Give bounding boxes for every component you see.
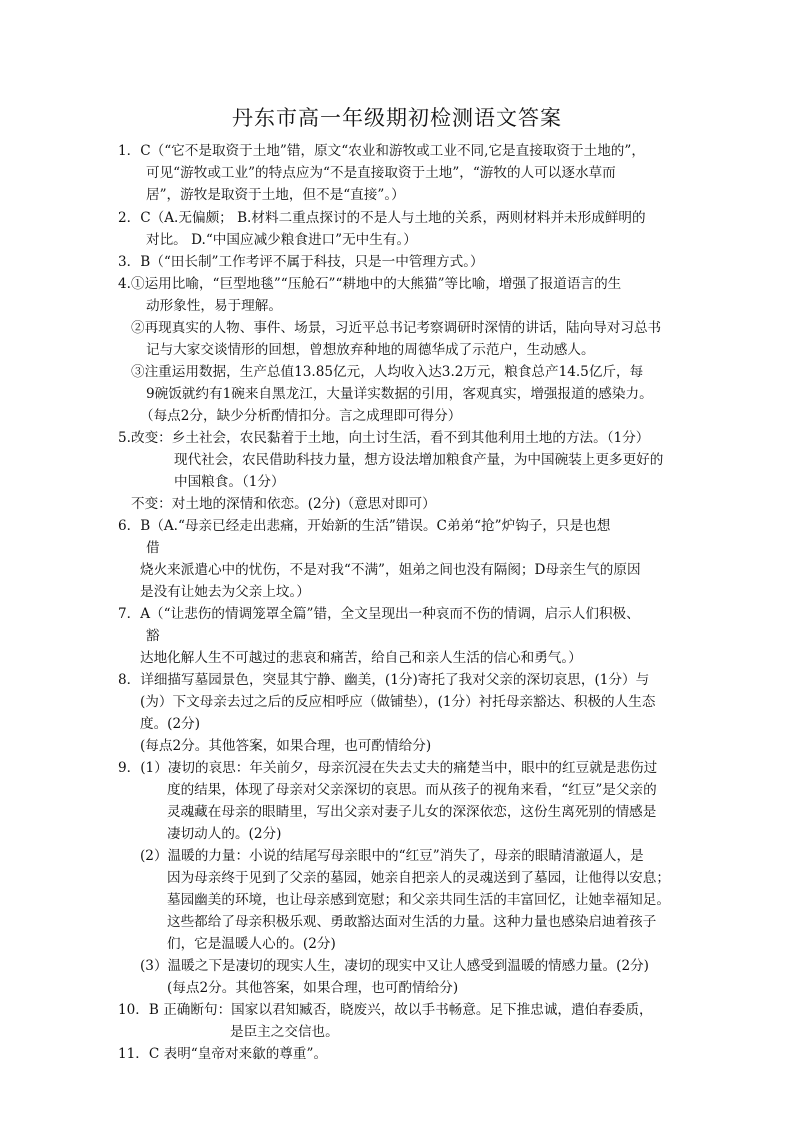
answer-line: 10．B 正确断句：国家以君知臧否，晓废兴，故以手书畅意。足下推忠诚，遣伯春委质， [118,1002,653,1018]
answer-line: 是没有让她去为父亲上坟。） [140,584,310,600]
answer-line: 4.①运用比喻，“巨型地毯”“压舱石”“耕地中的大熊猫”等比喻，增强了报道语言的生 [118,276,622,292]
answer-line: 是臣主之交信也。 [230,1024,339,1040]
answer-line: 凄切动人的。(2分) [167,826,282,842]
answer-line: 度。(2分) [140,716,201,732]
answer-line: 9碗饭就约有1碗来自黑龙江，大量详实数据的引用，客观真实，增强报道的感染力。 [146,386,653,402]
answer-line: 达地化解人生不可越过的悲哀和痛苦，给自己和亲人生活的信心和勇气。） [140,650,582,666]
answer-line: 们，它是温暖人心的。(2分) [167,936,336,952]
answer-line: 现代社会，农民借助科技力量，想方设法增加粮食产量，为中国碗装上更多更好的 [174,452,664,468]
document-title: 丹东市高一年级期初检测语文答案 [232,106,562,130]
answer-line: 动形象性，易于理解。 [146,298,282,314]
answer-line: 5.改变：乡土社会，农民黏着于土地，向土讨生活，看不到其他利用土地的方法。（1分） [118,430,650,446]
answer-line: 居”，游牧是取资于土地，但不是“直接”。） [146,187,405,203]
answer-line: （每点2分，缺少分析酌情扣分。言之成理即可得分） [140,408,462,424]
answer-line: (为）下文母亲去过之后的反应相呼应（做铺垫），(1分）衬托母亲豁达、积极的人生态 [140,694,656,710]
answer-line: 借 [146,540,160,556]
answer-line: 11．C 表明“皇帝对来歙的尊重”。 [118,1046,328,1062]
answer-line: 度的结果，体现了母亲对父亲深切的哀思。而从孩子的视角来看，“红豆”是父亲的 [167,782,657,798]
answer-line: (3）温暖之下是凄切的现实人生，凄切的现实中又让人感受到温暖的情感力量。(2分) [140,958,649,974]
answer-line: 2．C（A.无偏颇； B.材料二重点探讨的不是人与土地的关系，两则材料并未形成鲜明的 [118,210,646,226]
answer-line: 3．B（“田长制”工作考评不属于科技，只是一中管理方式。） [118,254,484,270]
answer-line: 对比。 D.“中国应减少粮食进口”无中生有。） [146,232,417,248]
answer-line: 不变：对土地的深情和依恋。(2分)（意思对即可） [131,496,436,512]
answer-line: (每点2分。其他答案，如果合理，也可酌情给分) [140,738,432,754]
answer-line: (2）温暖的力量：小说的结尾写母亲眼中的“红豆”消失了，母亲的眼睛清澈逼人，是 [140,848,644,864]
answer-line: 可见“游牧或工业”的特点应为“不是直接取资于土地”，“游牧的人可以逐水草而 [146,165,616,181]
answer-line: 烧火来派遣心中的忧伤，不是对我“不满”，姐弟之间也没有隔阂；D母亲生气的原因 [140,562,641,578]
answer-line: 中国粮食。（1分） [174,474,285,490]
answer-line: 因为母亲终于见到了父亲的墓园，她亲自把亲人的灵魂送到了墓园，让他得以安息； [167,870,670,886]
answer-line: 8．详细描写墓园景色，突显其宁静、幽美，(1分)寄托了我对父亲的深切哀思，(1分）与 [118,672,650,688]
answer-line: 7．A（“让悲伤的情调笼罩全篇”错，全文呈现出一种哀而不伤的情调，启示人们积极、 [118,606,640,622]
answer-line: 记与大家交谈情形的回想，曾想放弃种地的周德华成了示范户，生动感人。 [146,342,595,358]
answer-line: ②再现真实的人物、事件、场景，习近平总书记考察调研时深情的讲话，陆向导对习总书 [131,320,662,336]
answer-line: (每点2分。其他答案，如果合理，也可酌情给分) [167,980,459,996]
answer-line: 6．B（A.“母亲已经走出悲痛，开始新的生活”错误。C弟弟“抢”炉钩子，只是也想 [118,518,611,534]
answer-line: 9．(1）凄切的哀思：年关前夕，母亲沉浸在失去丈夫的痛楚当中，眼中的红豆就是悲伤过 [118,760,658,776]
answer-line: 灵魂藏在母亲的眼睛里，写出父亲对妻子儿女的深深依恋，这份生离死别的情感是 [167,804,657,820]
answer-line: 这些都给了母亲积极乐观、勇敢豁达面对生活的力量。这种力量也感染启迪着孩子 [167,914,657,930]
answer-line: 1．C（“它不是取资于土地”错，原文“农业和游牧或工业不同,它是直接取资于土地的”， [118,143,645,159]
answer-line: 豁 [146,628,160,644]
answer-line: 墓园幽美的环境，也让母亲感到宽慰；和父亲共同生活的丰富回忆，让她幸福知足。 [167,892,670,908]
answer-line: ③注重运用数据，生产总值13.85亿元，人均收入达3.2万元，粮食总产14.5亿斤，每 [131,364,644,380]
